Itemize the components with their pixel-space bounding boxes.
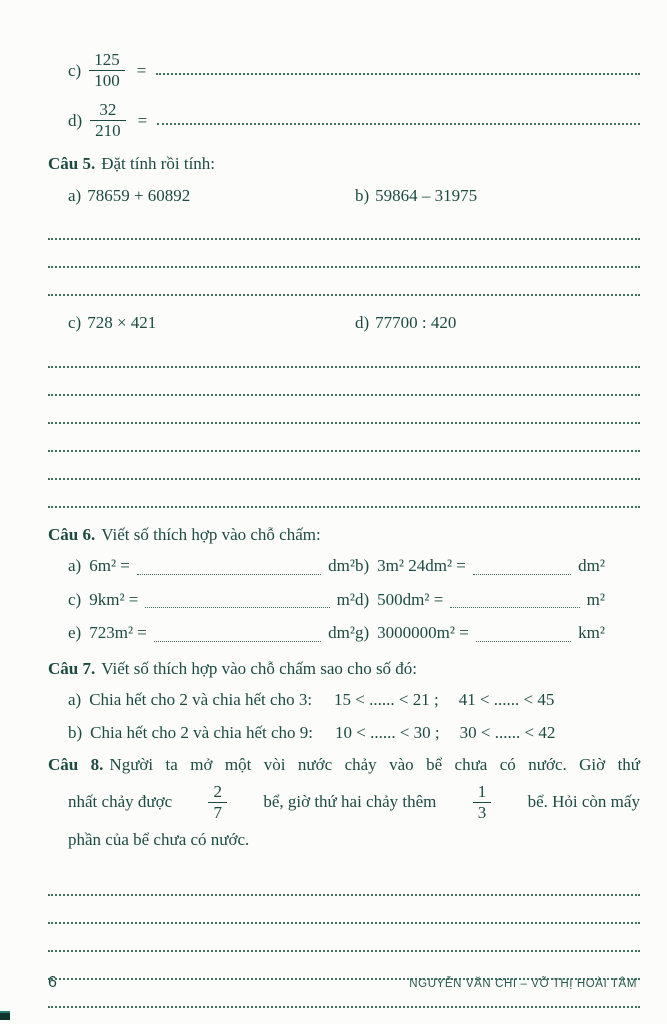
- problem-text: nhất chảy được: [68, 792, 173, 812]
- question-6-heading: [48, 522, 640, 548]
- inequality-2: 41 < ...... < 45: [458, 690, 555, 710]
- fraction-item-c: [68, 50, 640, 91]
- condition-text: Chia hết cho 2 và chia hết cho 9:: [90, 722, 313, 742]
- scan-artifact-mark: [0, 1011, 10, 1020]
- dotted-answer-leader: [450, 607, 579, 608]
- unit-lhs: 6m² =: [89, 556, 130, 576]
- unit-item-e: [68, 620, 355, 646]
- exercise-item-c: [68, 310, 355, 336]
- exercise-item-d: [355, 310, 640, 336]
- unit-lhs: 3000000m² =: [377, 623, 469, 643]
- dotted-line: [48, 368, 640, 396]
- authors-credit: NGUYỄN VĂN CHI – VÕ THỊ HOÀI TÂM: [409, 978, 637, 990]
- unit-rhs: dm²: [328, 623, 355, 643]
- fraction-numerator: 1: [477, 781, 487, 801]
- item-label: a): [68, 185, 82, 205]
- unit-lhs: 723m² =: [89, 623, 147, 643]
- question-prompt: Viết số thích hợp vào chỗ chấm sao cho số đó:: [101, 658, 418, 678]
- fraction-denominator: 3: [473, 802, 492, 823]
- question-6-row-3: [68, 620, 640, 646]
- dotted-answer-leader: [473, 574, 571, 575]
- unit-item-c: [68, 587, 355, 613]
- question-number: Câu 5.: [48, 154, 96, 174]
- problem-text: phần của bể chưa có nước.: [68, 829, 250, 849]
- dotted-line: [48, 212, 640, 240]
- dotted-line: [48, 268, 640, 296]
- unit-item-a: [68, 553, 355, 579]
- fraction-item-d: [68, 100, 640, 141]
- inequality-1: 10 < ...... < 30 ;: [335, 722, 440, 742]
- question-8-line-1: [48, 752, 640, 778]
- fraction-denominator: 100: [89, 70, 125, 91]
- fraction-125-100: [89, 50, 125, 91]
- item-label: d): [355, 589, 370, 609]
- equals-sign: =: [137, 110, 148, 130]
- answer-lines-group-2: [48, 340, 640, 508]
- fraction-2-7: [208, 782, 227, 823]
- unit-rhs: m²: [586, 589, 605, 609]
- inequality-2: 30 < ...... < 42: [459, 722, 556, 742]
- expression: 77700 : 420: [375, 313, 457, 333]
- expression: 728 × 421: [87, 313, 157, 333]
- unit-rhs: m²: [336, 589, 355, 609]
- question-5-heading: [48, 151, 640, 177]
- dotted-answer-leader: [157, 123, 640, 125]
- equals-sign: =: [136, 60, 147, 80]
- dotted-line: [48, 480, 640, 508]
- exercise-item-a: [68, 183, 355, 209]
- dotted-line: [48, 868, 640, 896]
- item-label: a): [68, 690, 82, 710]
- question-8-line-2: [68, 782, 640, 823]
- page-footer: [48, 974, 637, 992]
- dotted-line: [48, 396, 640, 424]
- problem-text: Người ta mở một vòi nước chảy vào bể chưa có nước. Giờ thứ: [109, 755, 641, 775]
- unit-item-g: [355, 620, 605, 646]
- question-8-line-3: [68, 827, 640, 853]
- item-label: d): [68, 110, 83, 130]
- fraction-numerator: 2: [213, 781, 222, 801]
- dotted-answer-leader: [137, 574, 321, 575]
- item-label: a): [68, 556, 82, 576]
- item-label: e): [68, 623, 82, 643]
- unit-lhs: 9km² =: [89, 589, 139, 609]
- question-8: [48, 752, 640, 1008]
- fraction-1-3: [473, 782, 492, 823]
- expression: 78659 + 60892: [87, 185, 191, 205]
- question-prompt: Viết số thích hợp vào chỗ chấm:: [101, 524, 321, 544]
- question-number: Câu 6.: [48, 524, 96, 544]
- problem-text: bể, giờ thứ hai chảy thêm: [263, 792, 437, 812]
- item-label: b): [355, 556, 370, 576]
- question-7: [48, 656, 640, 746]
- question-prompt: Đặt tính rồi tính:: [101, 154, 216, 174]
- dotted-answer-leader: [156, 73, 640, 75]
- condition-text: Chia hết cho 2 và chia hết cho 3:: [89, 690, 313, 710]
- item-label: c): [68, 60, 82, 80]
- dotted-line: [48, 240, 640, 268]
- unit-item-d: [355, 587, 605, 613]
- unit-lhs: 3m² 24dm² =: [377, 556, 466, 576]
- page-number: 6: [48, 974, 57, 991]
- question-6-row-2: [68, 587, 640, 613]
- item-label: b): [355, 185, 370, 205]
- item-label: c): [68, 313, 82, 333]
- item-label: c): [68, 589, 82, 609]
- divisibility-item-b: [68, 720, 640, 746]
- unit-item-b: [355, 553, 605, 579]
- fraction-numerator: 125: [94, 50, 120, 69]
- dotted-line: [48, 340, 640, 368]
- dotted-line: [48, 896, 640, 924]
- question-6: [48, 522, 640, 646]
- fraction-32-210: [90, 100, 126, 141]
- dotted-line: [48, 424, 640, 452]
- unit-rhs: km²: [578, 623, 605, 643]
- unit-rhs: dm²: [328, 556, 355, 576]
- divisibility-item-a: [68, 687, 640, 713]
- exercise-item-b: [355, 183, 640, 209]
- fraction-denominator: 210: [90, 120, 126, 141]
- question-5-row-cd: [68, 310, 640, 336]
- question-7-heading: [48, 656, 640, 682]
- inequality-1: 15 < ...... < 21 ;: [334, 690, 439, 710]
- question-number: Câu 8.: [48, 755, 104, 775]
- dotted-answer-leader: [145, 607, 329, 608]
- expression: 59864 – 31975: [375, 185, 478, 205]
- item-label: b): [68, 722, 83, 742]
- question-5-row-ab: [68, 183, 640, 209]
- item-label: d): [355, 313, 370, 333]
- dotted-line: [48, 452, 640, 480]
- fraction-denominator: 7: [208, 802, 227, 823]
- dotted-answer-leader: [154, 641, 321, 642]
- fraction-numerator: 32: [99, 100, 117, 120]
- problem-text: bể. Hỏi còn mấy: [527, 792, 640, 812]
- question-number: Câu 7.: [48, 658, 96, 678]
- unit-rhs: dm²: [578, 556, 605, 576]
- unit-lhs: 500dm² =: [377, 589, 444, 609]
- fraction-simplify-section: [48, 50, 640, 141]
- question-5: [48, 151, 640, 508]
- dotted-line: [48, 924, 640, 952]
- dotted-answer-leader: [476, 641, 571, 642]
- question-6-row-1: [68, 553, 640, 579]
- answer-lines-group-1: [48, 212, 640, 296]
- item-label: g): [355, 623, 370, 643]
